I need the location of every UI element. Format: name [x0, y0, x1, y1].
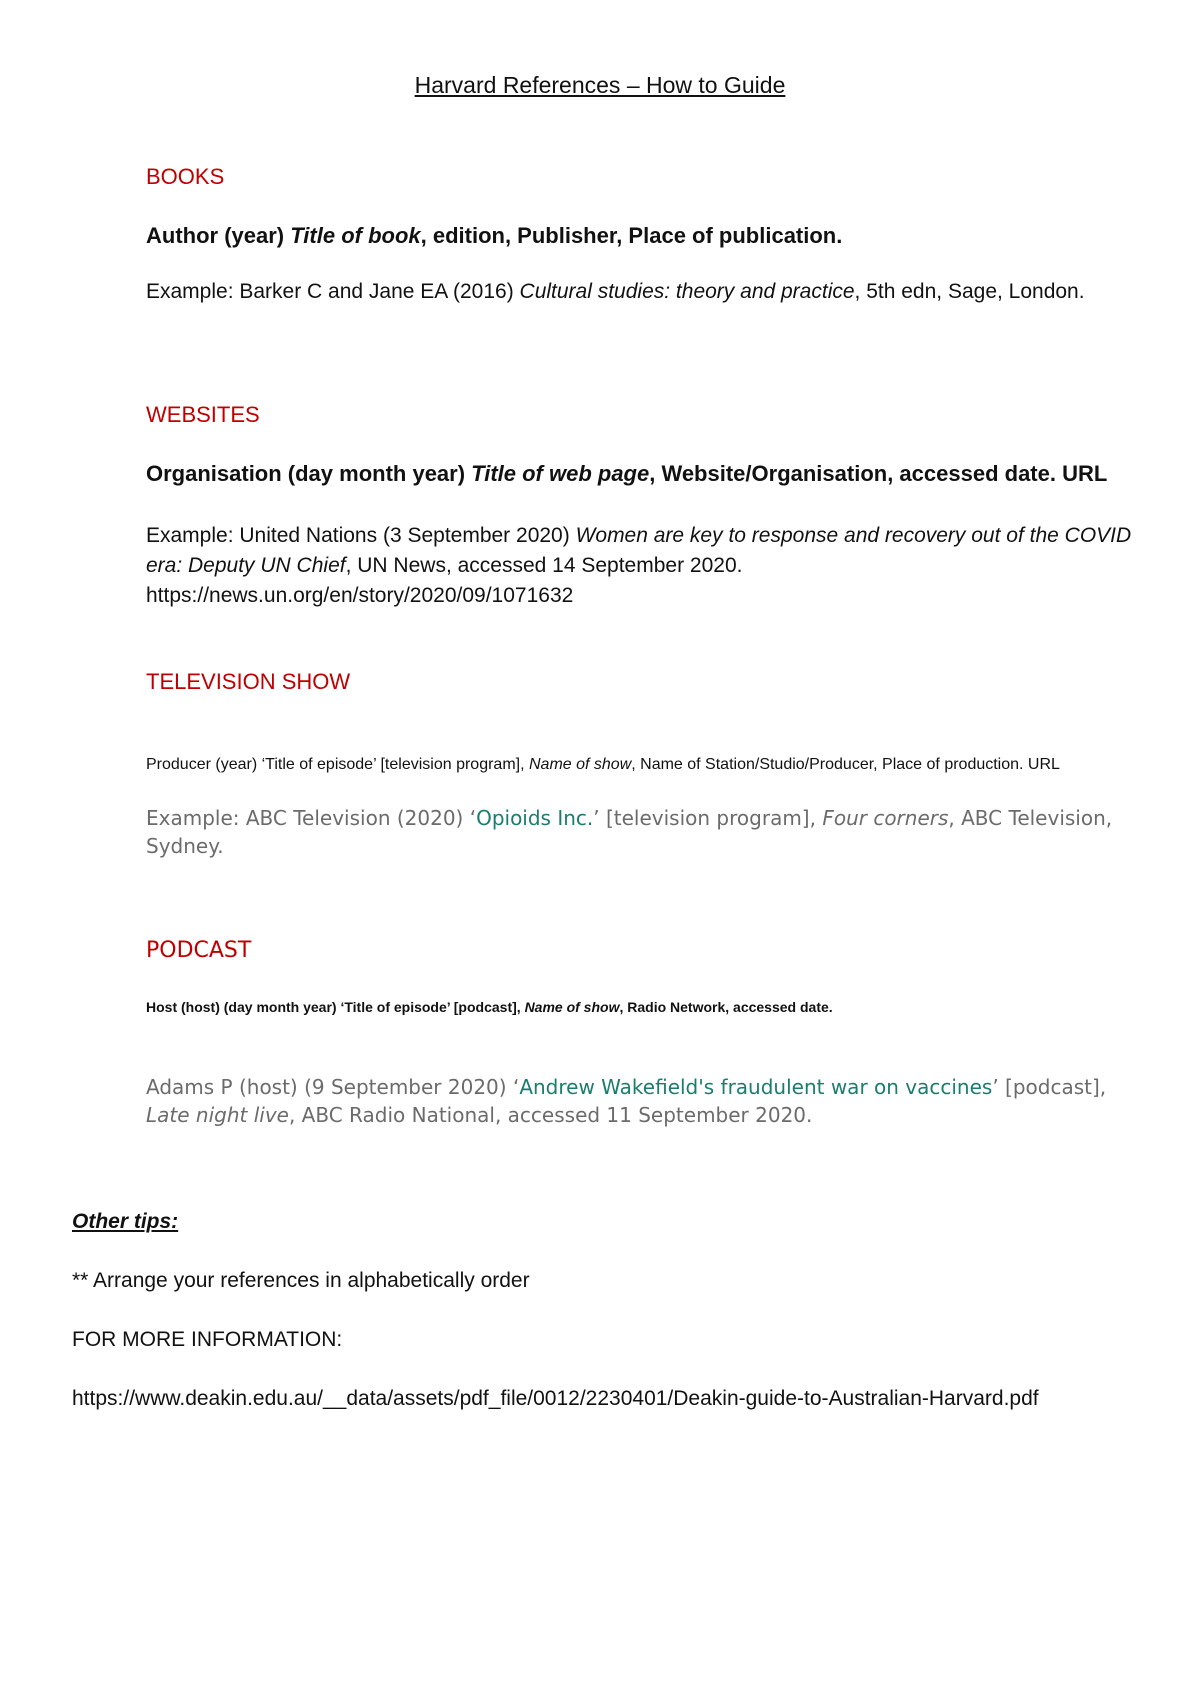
podcast-example-prefix: Adams P (host) (9 September 2020) ‘ [146, 1075, 520, 1099]
books-example-prefix: Example: Barker C and Jane EA (2016) [146, 280, 520, 303]
websites-format-rest: , Website/Organisation, accessed date. URL [649, 461, 1108, 486]
tips-heading: Other tips: [72, 1210, 179, 1233]
websites-format [146, 461, 1156, 487]
television-format-show: Name of show [528, 756, 632, 773]
more-info-url[interactable]: https://www.deakin.edu.au/__data/assets/pdf_file/0012/2230401/Deakin-guide-to-Australian-Harvard.pdf [72, 1387, 1039, 1410]
television-example-show: Four corners [822, 806, 949, 830]
podcast-format-b: , Radio Network, accessed date. [619, 999, 833, 1015]
television-format-b: , Name of Station/Studio/Producer, Place of production. URL [631, 756, 1060, 773]
websites-format-org: Organisation (day month year) [146, 461, 472, 486]
websites-heading: WEBSITES [146, 402, 260, 427]
books-example [146, 277, 1156, 307]
websites-format-title: Title of web page [471, 461, 650, 486]
websites-example-rest: , UN News, accessed 14 September 2020. [345, 554, 743, 577]
television-heading: TELEVISION SHOW [146, 669, 351, 694]
websites-example-url: https://news.un.org/en/story/2020/09/1071632 [146, 584, 574, 607]
podcast-format [146, 999, 1156, 1015]
books-format-rest: , edition, Publisher, Place of publication. [420, 223, 843, 248]
television-example-prefix: Example: ABC Television (2020) ‘ [146, 806, 477, 830]
podcast-format-a: Host (host) (day month year) ‘Title of episode’ [podcast], [146, 999, 525, 1015]
books-format-author: Author (year) [146, 223, 291, 248]
television-example-rest: , ABC Television, Sydney. [146, 806, 1113, 858]
books-heading: BOOKS [146, 164, 225, 189]
books-example-rest: , 5th edn, Sage, London. [854, 280, 1085, 303]
podcast-example-rest: , ABC Radio National, accessed 11 September 2020. [288, 1103, 813, 1127]
television-example [146, 804, 1156, 860]
books-format-title: Title of book [290, 223, 421, 248]
podcast-format-show: Name of show [524, 999, 620, 1015]
websites-example [146, 521, 1156, 611]
websites-example-title: Women are key to response and recovery out of the COVID era: Deputy UN Chief [146, 524, 1132, 577]
page-title: Harvard References – How to Guide [414, 72, 786, 98]
podcast-example-show: Late night live [146, 1103, 289, 1127]
more-info-label: FOR MORE INFORMATION: [72, 1328, 343, 1351]
podcast-heading: PODCAST [146, 938, 252, 963]
books-format [146, 223, 1156, 249]
podcast-example-mid: ’ [podcast], [992, 1075, 1107, 1099]
podcast-example [146, 1073, 1156, 1129]
television-format-a: Producer (year) ‘Title of episode’ [television program], [146, 756, 529, 773]
television-example-episode-link[interactable]: Opioids Inc. [476, 806, 594, 830]
television-example-mid: ’ [television program], [593, 806, 823, 830]
websites-example-prefix: Example: United Nations (3 September 2020) [146, 524, 576, 547]
books-example-title: Cultural studies: theory and practice [519, 280, 855, 303]
podcast-example-episode-link[interactable]: Andrew Wakefield's fraudulent war on vaccines [519, 1075, 993, 1099]
television-format [146, 756, 1156, 774]
tips-item: ** Arrange your references in alphabetically order [72, 1269, 530, 1292]
